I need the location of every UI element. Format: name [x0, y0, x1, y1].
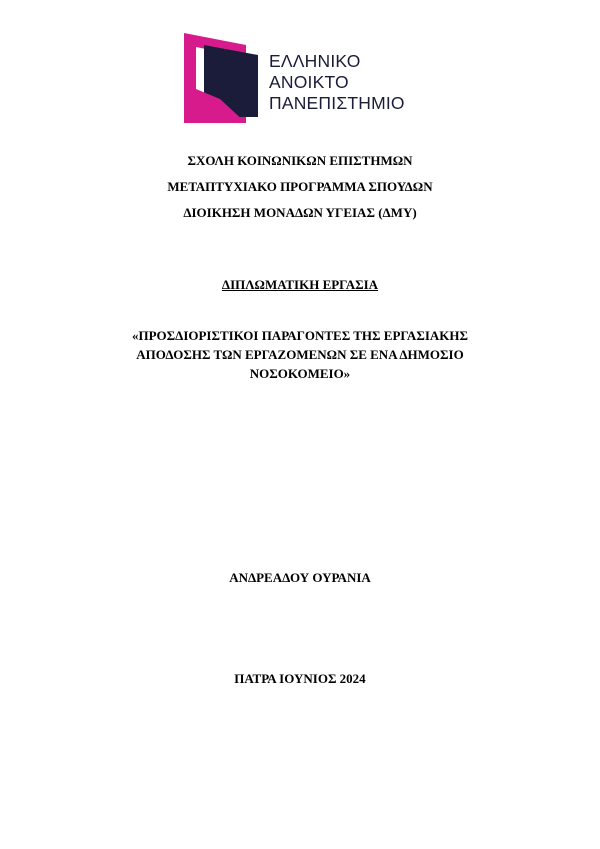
- school-name: ΣΧΟΛΗ ΚΟΙΝΩΝΙΚΩΝ ΕΠΙΣΤΗΜΩΝ: [187, 153, 413, 168]
- program-name: ΜΕΤΑΠΤΥΧΙΑΚΟ ΠΡΟΓΡΑΜΜΑ ΣΠΟΥΔΩΝ: [167, 179, 433, 194]
- thesis-type-heading: ΔΙΠΛΩΜΑΤΙΚΗ ΕΡΓΑΣΙΑ: [221, 277, 379, 292]
- logo-wordmark: [269, 51, 405, 114]
- thesis-title: «ΠΡΟΣΔΙΟΡΙΣΤΙΚΟΙ ΠΑΡΑΓΟΝΤΕΣ ΤΗΣ ΕΡΓΑΣΙΑΚΗΣ ΑΠΟΔΟΣΗΣ ΤΩΝ ΕΡΓΑΖΟΜΕΝΩΝ ΣΕ ΕΝΑ ΔΗΜΟΣΙΟ ΝΟΣΟΚΟΜΕΙΟ»: [132, 328, 468, 381]
- place-and-date: ΠΑΤΡΑ ΙΟΥΝΙΟΣ 2024: [234, 671, 366, 686]
- logo-line-1: ΕΛΛΗΝΙΚΟ: [269, 51, 361, 71]
- program-specialization: ΔΙΟΙΚΗΣΗ ΜΟΝΑΔΩΝ ΥΓΕΙΑΣ (ΔΜΥ): [183, 205, 417, 220]
- school-block: [0, 148, 600, 226]
- author-name: ΑΝΔΡΕΑΔΟΥ ΟΥΡΑΝΙΑ: [229, 570, 371, 585]
- logo-line-3: ΠΑΝΕΠΙΣΤΗΜΙΟ: [269, 93, 405, 113]
- university-logo: [184, 33, 404, 123]
- logo-line-2: ΑΝΟΙΚΤΟ: [269, 72, 349, 92]
- logo-emblem-icon: [184, 33, 264, 123]
